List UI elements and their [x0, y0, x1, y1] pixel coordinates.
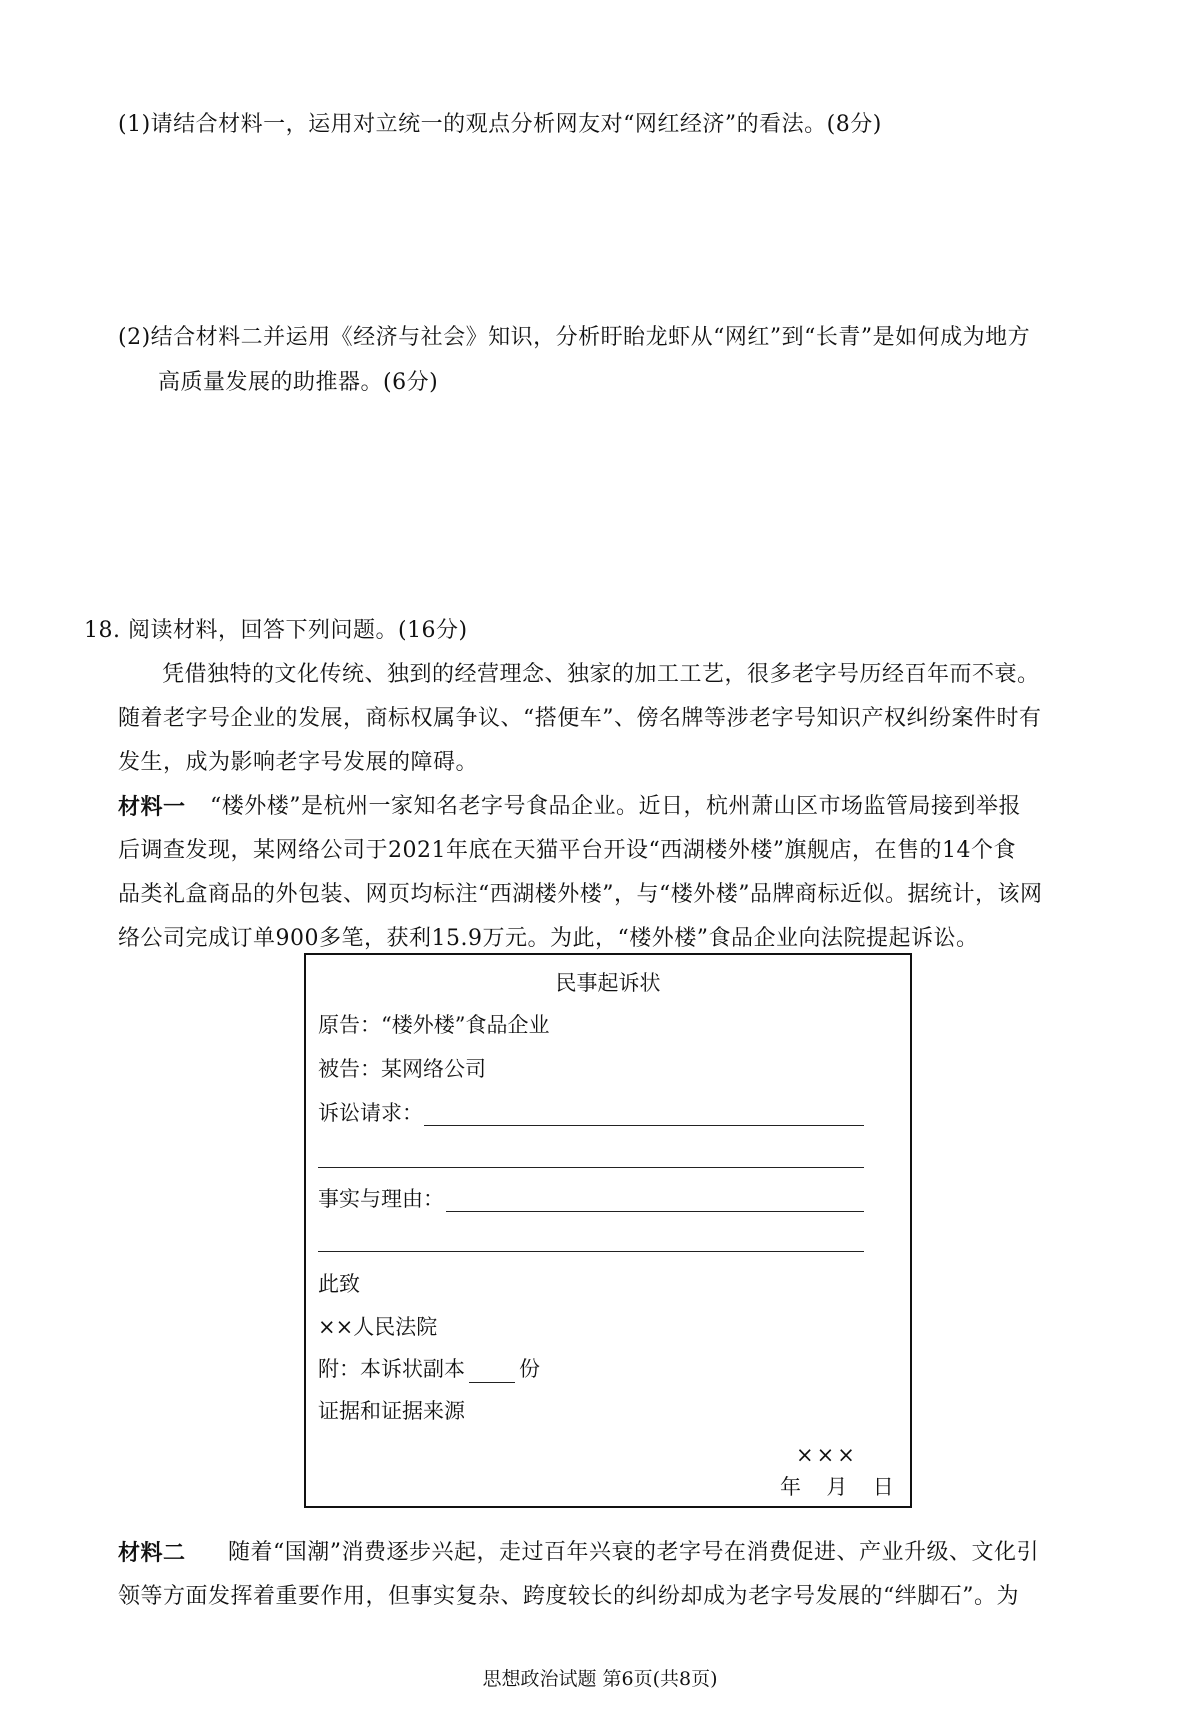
form-facts-label: 事实与理由：	[318, 1187, 444, 1211]
claims-blank-line	[318, 1167, 864, 1168]
question-17-2-line2: 高质量发展的助推器。(6分)	[158, 370, 439, 395]
form-title: 民事起诉状	[555, 971, 661, 995]
material-1-line: “楼外楼”是杭州一家知名老字号食品企业。近日，杭州萧山区市场监管局接到举报	[210, 794, 1021, 819]
form-evidence: 证据和证据来源	[318, 1399, 465, 1423]
material-2-label: 材料二	[118, 1540, 186, 1566]
claims-blank-line	[424, 1125, 864, 1126]
material-2-line: 随着“国潮”消费逐步兴起，走过百年兴衰的老字号在消费促进、产业升级、文化引	[228, 1540, 1039, 1565]
form-court: ××人民法院	[318, 1315, 438, 1339]
form-to-label: 此致	[318, 1272, 360, 1296]
q18-intro-line: 随着老字号企业的发展，商标权属争议、“搭便车”、傍名牌等涉老字号知识产权纠纷案件时有	[118, 706, 1042, 731]
material-1-label: 材料一	[118, 794, 186, 820]
material-1-line: 品类礼盒商品的外包装、网页均标注“西湖楼外楼”，与“楼外楼”品牌商标近似。据统计，该网	[118, 882, 1043, 907]
copies-blank	[469, 1362, 515, 1383]
facts-blank-line	[446, 1211, 864, 1212]
question-18-heading: 18. 阅读材料，回答下列问题。(16分)	[84, 618, 468, 643]
facts-blank-line	[318, 1251, 864, 1252]
form-signature: ×××	[796, 1443, 858, 1467]
material-1-line: 后调查发现，某网络公司于2021年底在天猫平台开设“西湖楼外楼”旗舰店，在售的14个食	[118, 838, 1016, 863]
material-2-line: 领等方面发挥着重要作用，但事实复杂、跨度较长的纠纷却成为老字号发展的“绊脚石”。为	[118, 1584, 1019, 1609]
material-1-line: 络公司完成订单900多笔，获利15.9万元。为此，“楼外楼”食品企业向法院提起诉讼。	[118, 926, 979, 951]
form-claims-label: 诉讼请求：	[318, 1101, 423, 1125]
page-footer: 思想政治试题 第6页(共8页)	[482, 1668, 718, 1690]
form-attachment	[318, 1355, 540, 1383]
attachment-prefix: 附：本诉状副本	[318, 1357, 465, 1381]
civil-complaint-form	[304, 953, 912, 1508]
attachment-suffix: 份	[519, 1357, 540, 1381]
form-plaintiff: 原告：“楼外楼”食品企业	[318, 1013, 550, 1037]
form-defendant: 被告：某网络公司	[318, 1057, 486, 1081]
form-date: 年 月 日	[780, 1475, 898, 1499]
question-17-1: (1)请结合材料一，运用对立统一的观点分析网友对“网红经济”的看法。(8分)	[118, 112, 882, 137]
question-17-2-line1: (2)结合材料二并运用《经济与社会》知识，分析盱眙龙虾从“网红”到“长青”是如何成为地方	[118, 325, 1031, 350]
q18-intro-line: 发生，成为影响老字号发展的障碍。	[118, 750, 479, 775]
q18-intro-line: 凭借独特的文化传统、独到的经营理念、独家的加工工艺，很多老字号历经百年而不衰。	[162, 662, 1040, 687]
